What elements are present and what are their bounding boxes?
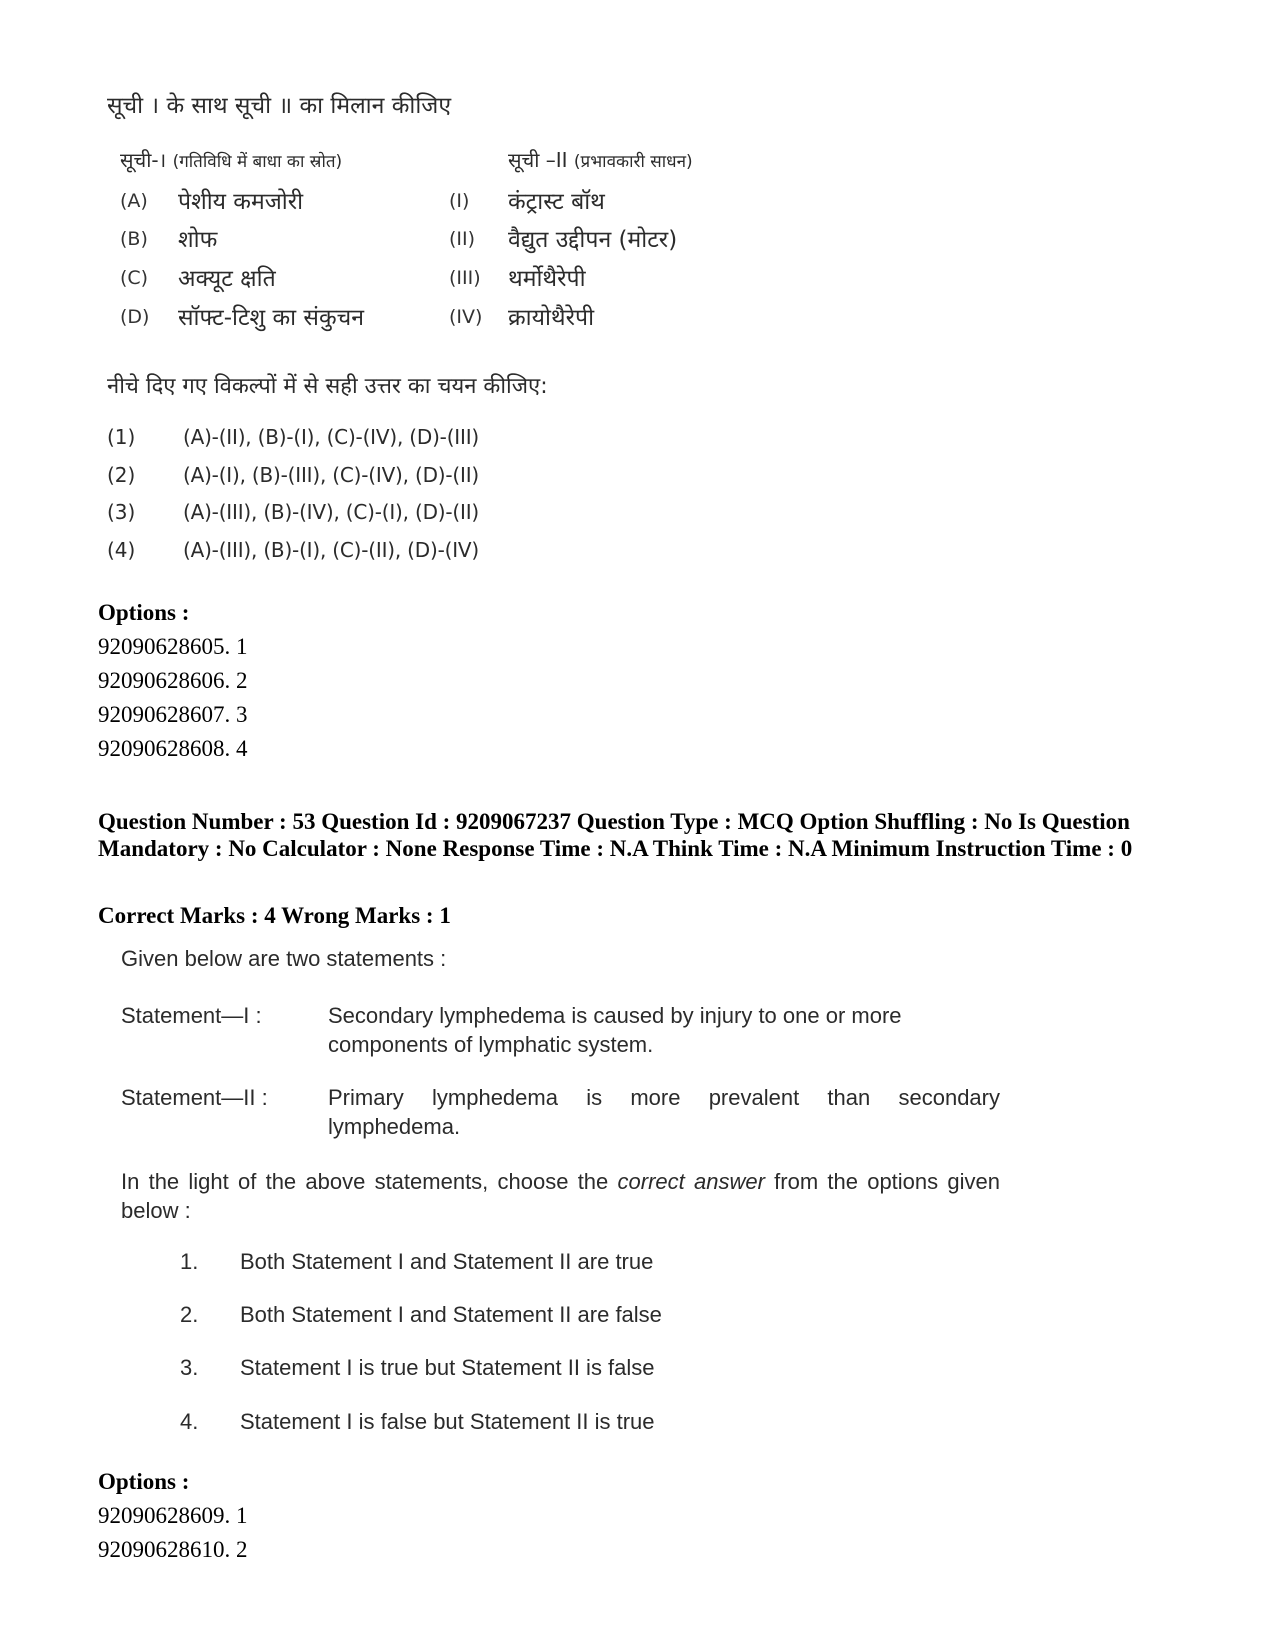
choice-number: 3. [180, 1355, 199, 1380]
question-meta: Question Number : 53 Question Id : 9209067237 Question Type : MCQ Option Shuffling : No Is Question Mandatory : No Calculator : None Response Time : N.A Think Time : N.A Minimum Instruction Time : 0 [98, 809, 1133, 861]
choice-text: (A)-(II), (B)-(I), (C)-(IV), (D)-(III) [183, 425, 479, 449]
option-id: 92090628605. 1 [98, 634, 248, 659]
choice-text: (A)-(III), (B)-(IV), (C)-(I), (D)-(II) [183, 500, 479, 524]
options-heading: Options : [98, 1469, 190, 1494]
choice-text: Both Statement I and Statement II are false [240, 1302, 662, 1327]
list1-item: पेशीय कमजोरी [178, 189, 304, 215]
choice-number: (2) [107, 463, 136, 487]
match-list-title: सूची । के साथ सूची ॥ का मिलान कीजिए [107, 93, 452, 119]
list2-item: थर्मोथैरेपी [508, 266, 586, 292]
list2-heading-label: सूची –II [508, 148, 568, 172]
choice-text: Statement I is false but Statement II is true [240, 1409, 655, 1434]
statement-label: Statement—I : [121, 1003, 262, 1028]
statement-label: Statement—II : [121, 1085, 268, 1110]
choice-text: (A)-(I), (B)-(III), (C)-(IV), (D)-(II) [183, 463, 479, 487]
list2-item: कंट्रास्ट बॉथ [508, 189, 605, 215]
choice-number: 1. [180, 1249, 199, 1274]
list1-label: (C) [120, 267, 149, 289]
statement-text: Secondary lymphedema is caused by injury to one or more components of lymphatic system. [328, 1003, 902, 1057]
list1-heading-label: सूची-। [120, 148, 167, 172]
list2-heading [508, 146, 693, 173]
options-heading: Options : [98, 600, 190, 625]
choice-text: (A)-(III), (B)-(I), (C)-(II), (D)-(IV) [183, 538, 479, 562]
list2-label: (II) [449, 228, 476, 250]
list1-heading [120, 146, 342, 173]
answer-prompt-post: from the options given below : [121, 1169, 1000, 1223]
list2-item: वैद्युत उद्दीपन (मोटर) [508, 227, 678, 253]
choice-number: 2. [180, 1302, 199, 1327]
list1-item: सॉफ्ट-टिशु का संकुचन [178, 305, 365, 331]
choice-number: (4) [107, 538, 136, 562]
option-id: 92090628606. 2 [98, 668, 248, 693]
answer-prompt [121, 1167, 1000, 1225]
option-id: 92090628609. 1 [98, 1503, 248, 1528]
list1-label: (D) [120, 306, 150, 328]
choice-number: (1) [107, 425, 136, 449]
list2-item: क्रायोथैरेपी [508, 305, 595, 331]
list1-heading-sub: (गतिविधि में बाधा का स्रोत) [172, 152, 343, 172]
list2-label: (I) [449, 190, 470, 212]
list1-item: अक्यूट क्षति [178, 266, 276, 292]
list2-label: (III) [449, 267, 481, 289]
list1-item: शोफ [178, 227, 218, 253]
choose-instruction: नीचे दिए गए विकल्पों में से सही उत्तर का चयन कीजिए: [107, 374, 548, 399]
statement-text: Primary lymphedema is more prevalent than secondary lymphedema. [328, 1085, 1000, 1139]
list2-heading-sub: (प्रभावकारी साधन) [573, 152, 693, 172]
question-marks: Correct Marks : 4 Wrong Marks : 1 [98, 903, 451, 928]
choice-number: 4. [180, 1409, 199, 1434]
choice-number: (3) [107, 500, 136, 524]
option-id: 92090628608. 4 [98, 736, 248, 761]
list2-label: (IV) [449, 306, 483, 328]
option-id: 92090628607. 3 [98, 702, 248, 727]
choice-text: Both Statement I and Statement II are true [240, 1249, 654, 1274]
answer-prompt-pre: In the light of the above statements, choose the [121, 1169, 618, 1194]
answer-prompt-italic: correct answer [617, 1169, 765, 1194]
option-id: 92090628610. 2 [98, 1537, 248, 1562]
choice-text: Statement I is true but Statement II is false [240, 1355, 655, 1380]
list1-label: (B) [120, 228, 148, 250]
list1-label: (A) [120, 190, 148, 212]
statements-intro: Given below are two statements : [121, 946, 447, 971]
